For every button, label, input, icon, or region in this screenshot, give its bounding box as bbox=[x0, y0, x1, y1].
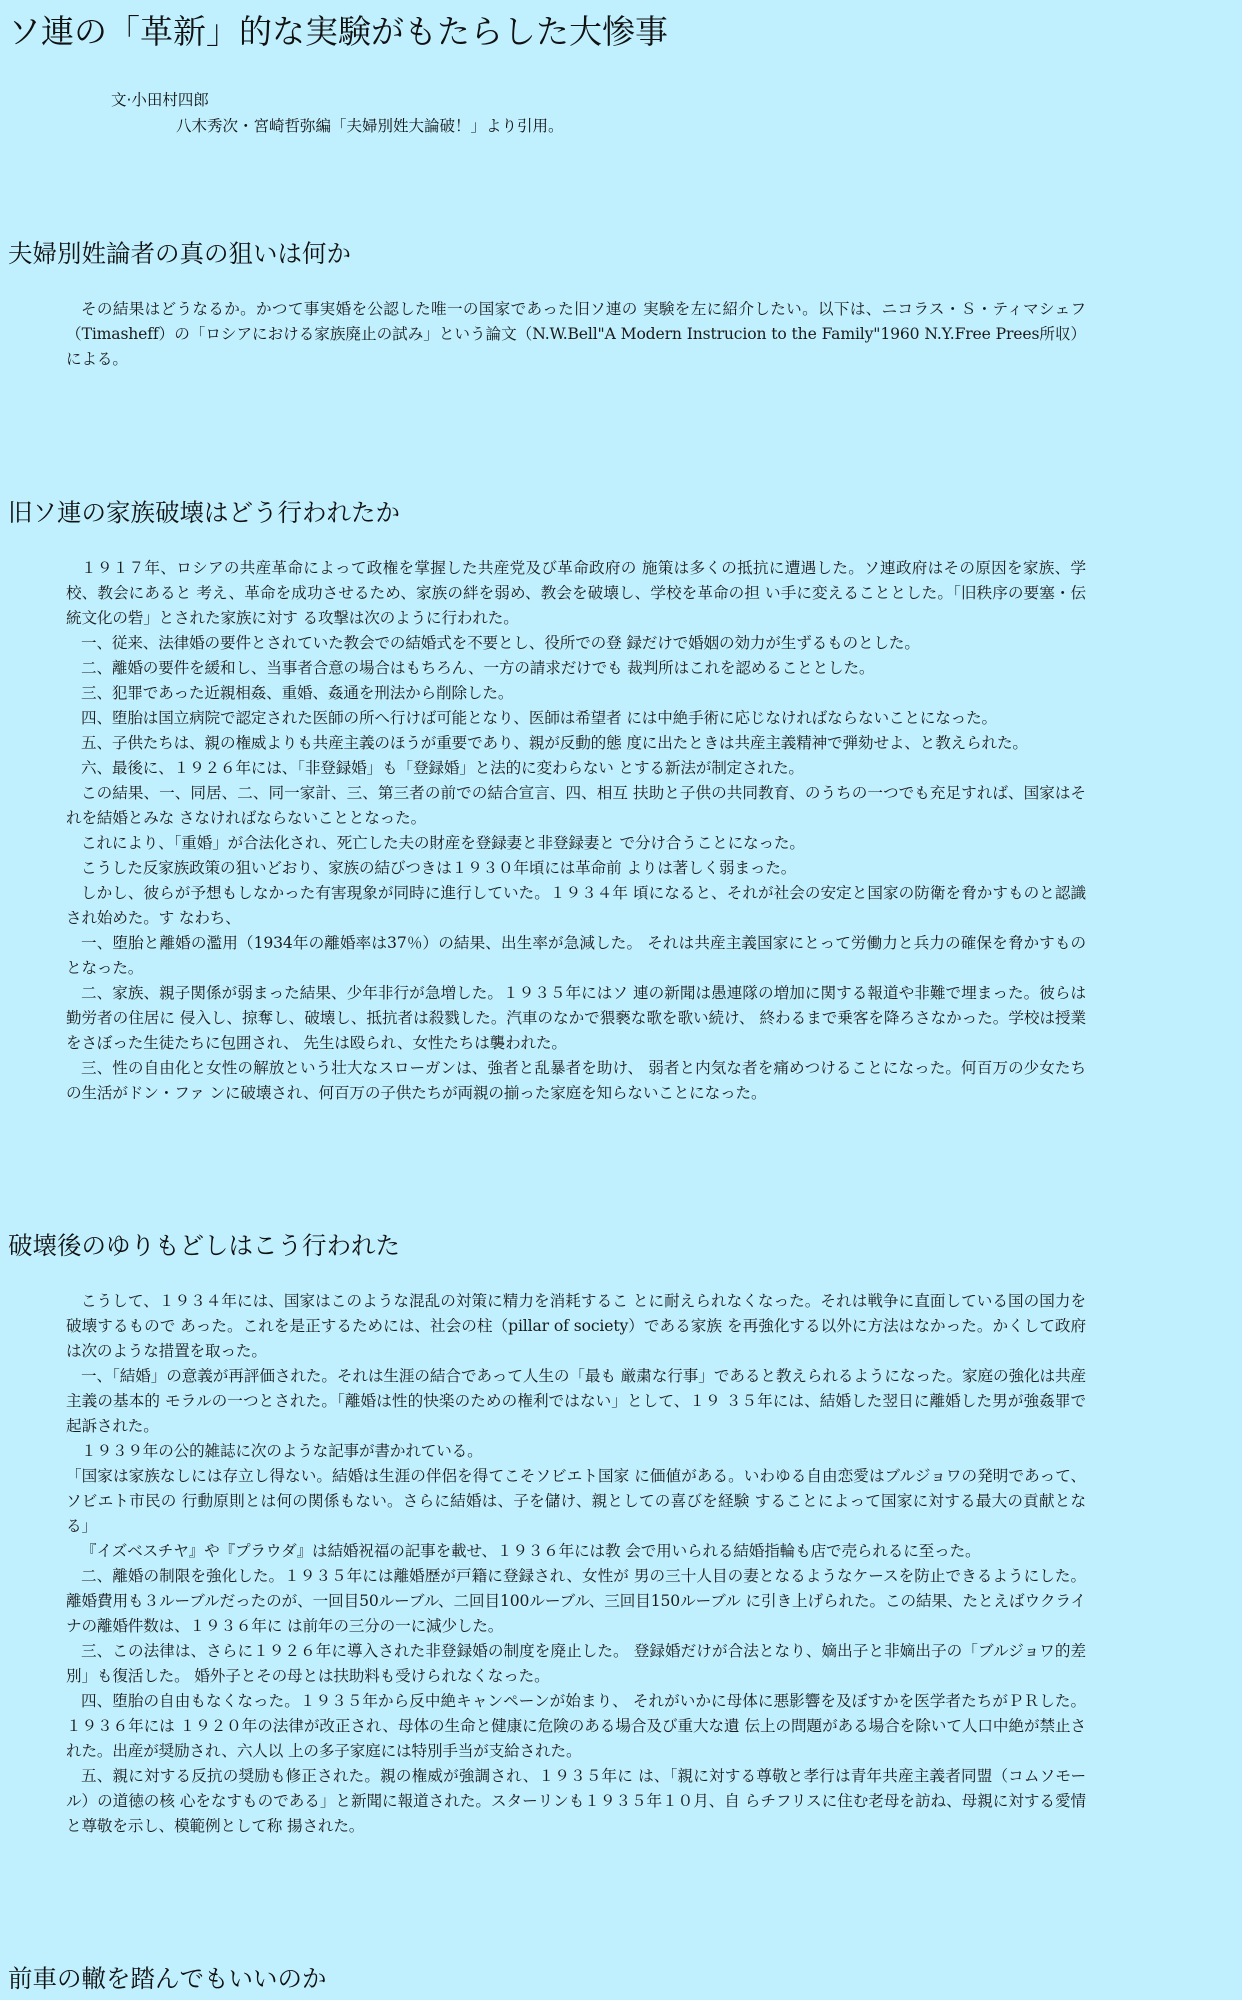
section-heading: 破壊後のゆりもどしはこう行われた bbox=[8, 1231, 400, 1260]
paragraph: 二、離婚の制限を強化した。１９３５年には離婚歴が戸籍に登録され、女性が 男の三十人目の妻となるようなケースを防止できるようにした。離婚費用も３ルーブルだったのが、一回目50ルーブル、二回目100ルーブル、三回目150ルーブル に引き上げられた。この結果、たとえばウクライナの離婚件数は、１９３６年に は前年の三分の一に減少した。 bbox=[66, 1567, 1086, 1635]
paragraph: 一、堕胎と離婚の濫用（1934年の離婚率は37％）の結果、出生率が急減した。 それは共産主義国家にとって労働力と兵力の確保を脅かすものとなった。 bbox=[66, 934, 1086, 977]
paragraph: 三、犯罪であった近親相姦、重婚、姦通を刑法から削除した。 bbox=[81, 684, 514, 702]
paragraph: 六、最後に、１９２６年には、「非登録婚」も「登録婚」と法的に変わらない とする新法が制定された。 bbox=[81, 759, 804, 777]
paragraph: 二、離婚の要件を緩和し、当事者合意の場合はもちろん、一方の請求だけでも 裁判所はこれを認めることとした。 bbox=[81, 659, 875, 677]
author-line: 文·小田村四郎 bbox=[111, 91, 209, 109]
source-citation: 八木秀次・宮崎哲弥編「夫婦別姓大論破！」より引用。 bbox=[176, 117, 564, 135]
paragraph: しかし、彼らが予想もしなかった有害現象が同時に進行していた。１９３４年 頃になると、それが社会の安定と国家の防衛を脅かすものと認識され始めた。す なわち、 bbox=[66, 884, 1086, 927]
page-title: ソ連の「革新」的な実験がもたらした大惨事 bbox=[8, 12, 668, 51]
paragraph: 五、親に対する反抗の奨励も修正された。親の権威が強調され、１９３５年に は、「親に対する尊敬と孝行は青年共産主義者同盟（コムソモール）の道徳の核 心をなすものである」と新聞に報道された。スターリンも１９３５年１０月、自 らチフリスに住む老母を訪ね、母親に対する愛情と尊敬を示し、模範例として称 揚された。 bbox=[66, 1767, 1086, 1835]
paragraph: 一、従来、法律婚の要件とされていた教会での結婚式を不要とし、役所での登 録だけで婚姻の効力が生ずるものとした。 bbox=[81, 634, 920, 652]
paragraph: １９３９年の公的雑誌に次のような記事が書かれている。 bbox=[81, 1442, 483, 1460]
paragraph: 『イズベスチヤ』や『プラウダ』は結婚祝福の記事を載せ、１９３６年には教 会で用いられる結婚指輪も店で売られるに至った。 bbox=[81, 1542, 981, 1560]
paragraph: こうした反家族政策の狙いどおり、家族の結びつきは１９３０年頃には革命前 よりは著しく弱まった。 bbox=[81, 859, 797, 877]
paragraph: これにより、「重婚」が合法化され、死亡した夫の財産を登録妻と非登録妻と で分け合うことになった。 bbox=[81, 834, 805, 852]
paragraph: 「国家は家族なしには存立し得ない。結婚は生涯の伴侶を得てこそソビエト国家 に価値がある。いわゆる自由恋愛はブルジョワの発明であって、ソビエト市民の 行動原則とは何の関係もない。さらに結婚は、子を儲け、親としての喜びを経験 することによって国家に対する最大の貢献となる」 bbox=[66, 1467, 1086, 1535]
section-heading: 旧ソ連の家族破壊はどう行われたか bbox=[8, 498, 400, 527]
paragraph: 四、堕胎は国立病院で認定された医師の所へ行けば可能となり、医師は希望者 には中絶手術に応じなければならないことになった。 bbox=[81, 709, 997, 727]
paragraph: その結果はどうなるか。かつて事実婚を公認した唯一の国家であった旧ソ連の 実験を左に紹介したい。以下は、ニコラス・Ｓ・ティマシェフ（Timasheff）の「ロシアにおける家族廃止の試み」という論文（N.W.Bell"A Modern Instrucion to the Family"1960 N.Y.Free Prees所収）による。 bbox=[66, 300, 1086, 368]
section-heading: 前車の轍を踏んでもいいのか bbox=[8, 1964, 327, 1993]
section-body bbox=[66, 297, 1086, 372]
paragraph: 四、堕胎の自由もなくなった。１９３５年から反中絶キャンペーンが始まり、 それがいかに母体に悪影響を及ぼすかを医学者たちがＰＲした。１９３６年には １９２０年の法律が改正され、母体の生命と健康に危険のある場合及び重大な遺 伝上の問題がある場合を除いて人口中絶が禁止された。出産が奨励され、六人以 上の多子家庭には特別手当が支給された。 bbox=[66, 1692, 1086, 1760]
section-body bbox=[66, 1289, 1086, 1839]
paragraph: 二、家族、親子関係が弱まった結果、少年非行が急増した。１９３５年にはソ 連の新聞は愚連隊の増加に関する報道や非難で埋まった。彼らは勤労者の住居に 侵入し、掠奪し、破壊し、抵抗者は殺戮した。汽車のなかで猥褻な歌を歌い続け、 終わるまで乗客を降ろさなかった。学校は授業をさぼった生徒たちに包囲され、 先生は殴られ、女性たちは襲われた。 bbox=[66, 984, 1086, 1052]
paragraph: この結果、一、同居、二、同一家計、三、第三者の前での結合宣言、四、相互 扶助と子供の共同教育、のうちの一つでも充足すれば、国家はそれを結婚とみな さなければならないこととなった。 bbox=[66, 784, 1086, 827]
paragraph: 一、「結婚」の意義が再評価された。それは生涯の結合であって人生の「最も 厳粛な行事」であると教えられるようになった。家庭の強化は共産主義の基本的 モラルの一つとされた。「離婚は性的快楽のための権利ではない」として、１９ ３５年には、結婚した翌日に離婚した男が強姦罪で起訴された。 bbox=[66, 1367, 1086, 1435]
paragraph: 三、この法律は、さらに１９２６年に導入された非登録婚の制度を廃止した。 登録婚だけが合法となり、嫡出子と非嫡出子の「ブルジョワ的差別」も復活した。 婚外子とその母とは扶助料も受けられなくなった。 bbox=[66, 1642, 1086, 1685]
paragraph: １９１７年、ロシアの共産革命によって政権を掌握した共産党及び革命政府の 施策は多くの抵抗に遭遇した。ソ連政府はその原因を家族、学校、教会にあると 考え、革命を成功させるため、家族の絆を弱め、教会を破壊し、学校を革命の担 い手に変えることとした。「旧秩序の要塞・伝統文化の砦」とされた家族に対す る攻撃は次のように行われた。 bbox=[66, 559, 1086, 627]
paragraph: 三、性の自由化と女性の解放という壮大なスローガンは、強者と乱暴者を助け、 弱者と内気な者を痛めつけることになった。何百万の少女たちの生活がドン・ファ ンに破壊され、何百万の子供たちが両親の揃った家庭を知らないことになった。 bbox=[66, 1059, 1086, 1102]
paragraph: 五、子供たちは、親の権威よりも共産主義のほうが重要であり、親が反動的態 度に出たときは共産主義精神で弾劾せよ、と教えられた。 bbox=[81, 734, 1028, 752]
section-heading: 夫婦別姓論者の真の狙いは何か bbox=[8, 239, 351, 268]
section-body bbox=[66, 556, 1086, 1106]
paragraph: こうして、１９３４年には、国家はこのような混乱の対策に精力を消耗するこ とに耐えられなくなった。それは戦争に直面している国の国力を破壊するもので あった。これを是正するためには、社会の柱（pillar of society）である家族 を再強化する以外に方法はなかった。かくして政府は次のような措置を取った。 bbox=[66, 1292, 1086, 1360]
